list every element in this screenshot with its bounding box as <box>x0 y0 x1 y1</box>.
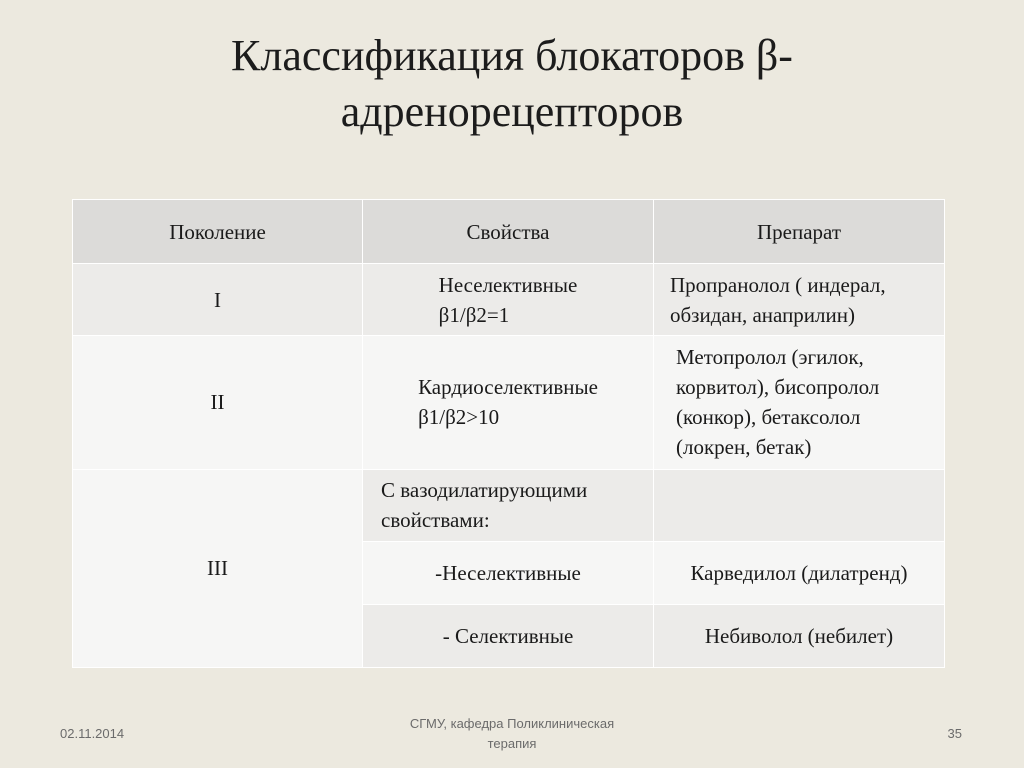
table-header-row <box>73 200 945 264</box>
properties-line: С вазодилатирующими <box>381 478 588 503</box>
footer-org-line: терапия <box>487 736 537 751</box>
properties-cell <box>363 336 654 469</box>
properties-line: Неселективные <box>438 272 578 297</box>
slide-title <box>0 28 1024 140</box>
properties-cell: - Селективные <box>363 604 654 667</box>
footer-organization <box>340 714 684 754</box>
generation-cell: III <box>73 469 363 667</box>
properties-cell: -Неселективные <box>363 541 654 604</box>
title-line-1: Классификация блокаторов β- <box>231 31 793 80</box>
drug-line: Пропранолол ( индерал, <box>670 272 886 297</box>
properties-line: Кардиоселективные <box>418 375 598 400</box>
properties-cell <box>363 469 654 541</box>
properties-line: свойствами: <box>381 508 490 533</box>
drug-cell: Карведилол (дилатренд) <box>654 541 945 604</box>
properties-cell <box>363 264 654 336</box>
drug-cell <box>654 336 945 469</box>
generation-cell: I <box>73 264 363 336</box>
drug-line: Метопролол (эгилок, <box>676 345 864 370</box>
table-row <box>73 264 945 336</box>
header-drug: Препарат <box>654 200 945 264</box>
drug-line: (локрен, бетак) <box>676 435 812 460</box>
header-generation: Поколение <box>73 200 363 264</box>
drug-line: (конкор), бетаксолол <box>676 405 861 430</box>
drug-cell: Небиволол (небилет) <box>654 604 945 667</box>
properties-line: β1/β2=1 <box>438 302 510 327</box>
slide-number: 35 <box>947 726 962 741</box>
drug-line: корвитол), бисопролол <box>676 375 880 400</box>
drug-cell <box>654 264 945 336</box>
table-row <box>73 336 945 469</box>
table-row <box>73 469 945 541</box>
header-properties: Свойства <box>363 200 654 264</box>
properties-line: β1/β2>10 <box>418 405 500 430</box>
title-line-2: адренорецепторов <box>340 87 684 136</box>
footer-org-line: СГМУ, кафедра Поликлиническая <box>409 716 615 731</box>
drug-cell <box>654 469 945 541</box>
footer-date: 02.11.2014 <box>60 726 125 741</box>
generation-cell: II <box>73 336 363 469</box>
classification-table <box>72 199 945 668</box>
drug-line: обзидан, анаприлин) <box>670 302 855 327</box>
